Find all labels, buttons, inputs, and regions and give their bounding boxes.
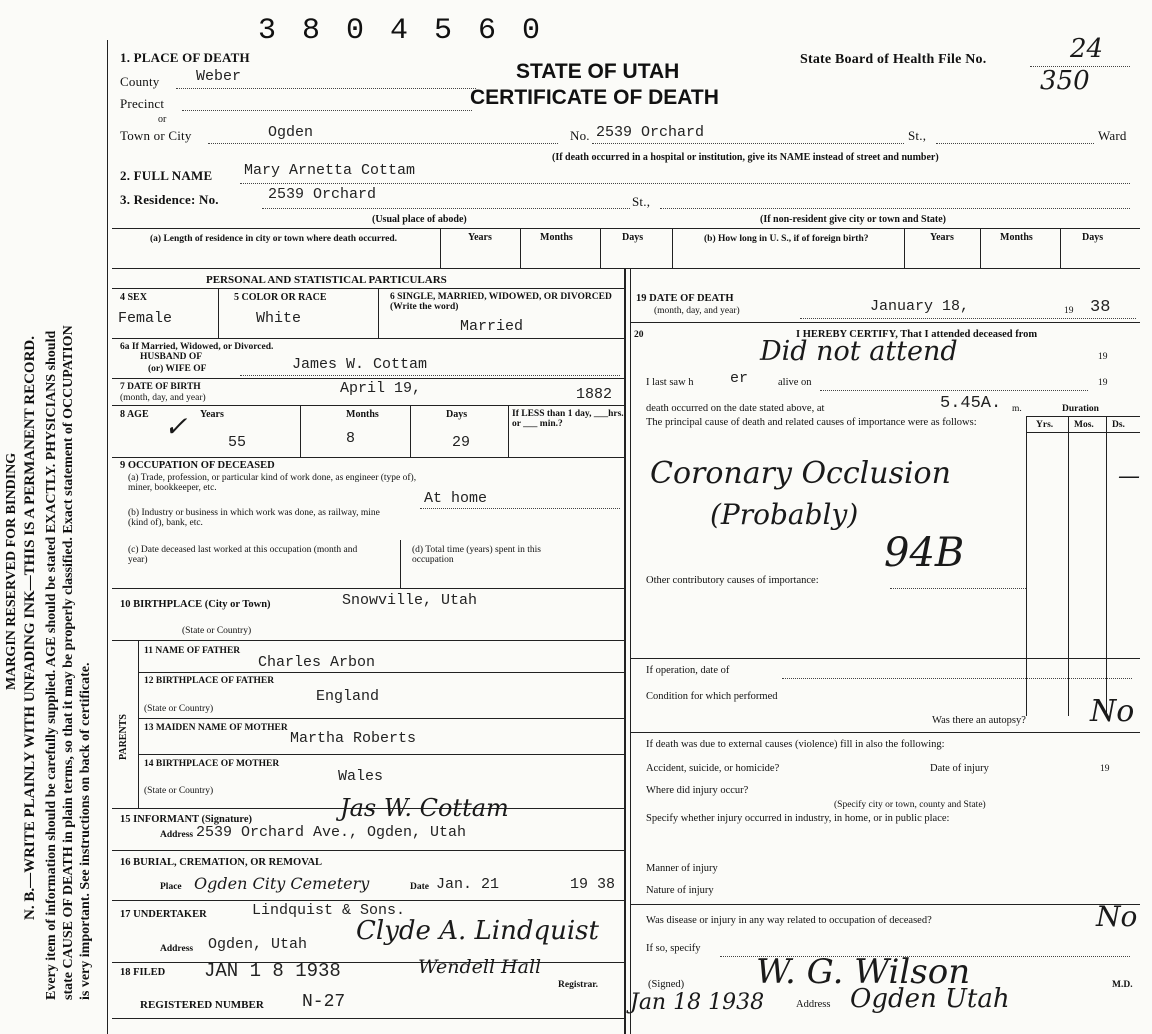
county-value: Weber (196, 68, 242, 85)
undertaker-value: Lindquist & Sons. (252, 902, 406, 919)
burial-place-value: Ogden City Cemetery (194, 874, 370, 893)
last-saw-pronoun: er (730, 370, 749, 387)
registrar-label: Registrar. (558, 980, 599, 990)
margin-instruction-3: is very important. See instructions on back of certificate. (78, 662, 93, 1000)
birthplace-state-label: (State or Country) (182, 626, 252, 636)
injury-date-label: Date of injury (930, 763, 989, 774)
date-of-death-value: January 18, (870, 298, 970, 315)
md-label: M.D. (1112, 980, 1133, 990)
where-injury-label: Where did injury occur? (646, 785, 749, 796)
state-heading: STATE OF UTAH (516, 60, 680, 83)
residence-length-label: (a) Length of residence in city or town where death occurred. (150, 234, 398, 244)
burial-year-value: 19 38 (570, 876, 616, 893)
certify-statement: I HEREBY CERTIFY, That I attended deceased from (796, 329, 1038, 340)
disease-related-answer: No (1096, 900, 1138, 933)
certify-year-prefix: 19 (1098, 352, 1108, 362)
spouse-label-3: (or) WIFE OF (148, 364, 207, 374)
street-no-label: No. (570, 128, 590, 143)
informant-signature: Jas W. Cottam (340, 794, 509, 822)
undertaker-signature: Clyde A. Lindquist (356, 916, 599, 946)
disease-related-label: Was disease or injury in any way related to occupation of deceased? (646, 915, 932, 926)
age-label: 8 AGE (120, 409, 149, 420)
mother-state-label: (State or Country) (144, 786, 214, 796)
certificate-title: CERTIFICATE OF DEATH (470, 86, 719, 109)
year-prefix: 19 (1064, 306, 1074, 316)
last-saw-label: I last saw h (646, 377, 694, 388)
undertaker-label: 17 UNDERTAKER (120, 909, 207, 920)
undertaker-address-value: Ogden, Utah (208, 936, 308, 953)
res-months-header: Months (540, 232, 573, 243)
mother-birthplace-value: Wales (338, 768, 384, 785)
burial-label: 16 BURIAL, CREMATION, OR REMOVAL (120, 857, 323, 868)
us-months-header: Months (1000, 232, 1033, 243)
autopsy-label: Was there an autopsy? (932, 715, 1026, 726)
ward-label: Ward (1098, 128, 1127, 143)
occupation-b-label: (b) Industry or business in which work was done, as railway, mine (kind of), bank, etc. (128, 508, 380, 528)
age-years-label: Years (200, 409, 224, 420)
physician-address-label: Address (796, 999, 831, 1010)
informant-address-label: Address (160, 830, 194, 840)
mother-birthplace-label: 14 BIRTHPLACE OF MOTHER (144, 759, 280, 769)
date-of-death-sublabel: (month, day, and year) (654, 306, 740, 316)
burial-place-label: Place (160, 882, 182, 892)
other-causes-label: Other contributory causes of importance: (646, 575, 819, 586)
margin-instruction-1: Every item of information should be carefully supplied. AGE should be stated EXACTLY. PHYSICIANS should (44, 330, 59, 1000)
undertaker-address-label: Address (160, 944, 194, 954)
precinct-label: Precinct (120, 96, 165, 111)
spouse-value: James W. Cottam (292, 356, 428, 373)
classification-code: 94B (884, 530, 965, 576)
res-years-header: Years (468, 232, 492, 243)
marital-label: 6 SINGLE, MARRIED, WIDOWED, OR DIVORCED (Write the word) (390, 292, 612, 312)
alive-on-label: alive on (778, 377, 812, 388)
age-years-value: 55 (228, 434, 247, 451)
birthplace-label: 10 BIRTHPLACE (City or Town) (120, 599, 271, 610)
margin-binding-note: MARGIN RESERVED FOR BINDING (4, 452, 19, 690)
duration-days: Ds. (1112, 420, 1125, 430)
place-of-death-label: 1. PLACE OF DEATH (120, 50, 250, 65)
personal-section-header: PERSONAL AND STATISTICAL PARTICULARS (206, 274, 447, 286)
alive-year-prefix: 19 (1098, 378, 1108, 388)
registered-number-label: REGISTERED NUMBER (140, 999, 264, 1011)
father-state-label: (State or Country) (144, 704, 214, 714)
full-name-value: Mary Arnetta Cottam (244, 162, 416, 179)
time-of-death: 5.45A. (940, 394, 1002, 413)
physician-address: Ogden Utah (850, 984, 1010, 1014)
dob-sublabel: (month, day, and year) (120, 393, 206, 403)
occupation-a-label: (a) Trade, profession, or particular kind of work done, as engineer (type of), miner, bookkeeper, etc. (128, 473, 417, 493)
race-value: White (256, 310, 302, 327)
sex-label: 4 SEX (120, 292, 147, 303)
duration-years: Yrs. (1036, 420, 1054, 430)
parents-label: PARENTS (118, 714, 129, 760)
mother-name-value: Martha Roberts (290, 730, 417, 747)
condition-label: Condition for which performed (646, 691, 778, 702)
duration-months: Mos. (1074, 420, 1094, 430)
marital-value: Married (460, 318, 524, 335)
margin-ink-note: N. B.—WRITE PLAINLY WITH UNFADING INK—THIS IS A PERMANENT RECORD. (22, 336, 38, 920)
father-name-value: Charles Arbon (258, 654, 376, 671)
certificate-number: 3 8 0 4 5 6 0 (258, 14, 545, 48)
residence-street-label: St., (632, 194, 651, 209)
operation-label: If operation, date of (646, 665, 730, 676)
res-days-header: Days (622, 232, 644, 243)
informant-label: 15 INFORMANT (Signature) (120, 814, 253, 825)
street-label: St., (908, 128, 927, 143)
filed-stamp: JAN 1 8 1938 (204, 960, 341, 982)
occupation-d-label: (d) Total time (years) spent in this occupation (412, 545, 541, 565)
physician-signature: W. G. Wilson (756, 952, 971, 992)
nature-label: Nature of injury (646, 885, 714, 896)
residence-value: 2539 Orchard (268, 186, 377, 203)
burial-date-value: Jan. 21 (436, 876, 500, 893)
accident-label: Accident, suicide, or homicide? (646, 763, 780, 774)
signature-date: Jan 18 1938 (630, 990, 765, 1015)
county-label: County (120, 74, 160, 89)
duration-label: Duration (1062, 404, 1099, 414)
usual-abode-note: (Usual place of abode) (372, 214, 467, 225)
margin-instruction-2: state CAUSE OF DEATH in plain terms, so that it may be properly classified. Exact statement of OCCUPATION (61, 325, 76, 1000)
meridiem-label: m. (1012, 404, 1022, 414)
occupation-c-label: (c) Date deceased last worked at this occupation (month and year) (128, 545, 358, 565)
father-birthplace-label: 12 BIRTHPLACE OF FATHER (144, 676, 275, 686)
if-so-label: If so, specify (646, 943, 701, 954)
injury-year-prefix: 19 (1100, 764, 1110, 774)
dob-value: April 19, (340, 380, 422, 397)
age-checkmark: ✓ (164, 410, 188, 443)
death-occurred-label: death occurred on the date stated above, at (646, 403, 825, 414)
birthplace-value: Snowville, Utah (342, 592, 478, 609)
street-no-value: 2539 Orchard (596, 124, 705, 141)
foreign-birth-label: (b) How long in U. S., if of foreign birth? (704, 234, 869, 244)
occupation-value: At home (424, 490, 488, 507)
us-days-header: Days (1082, 232, 1104, 243)
age-less-label: If LESS than 1 day, ___hrs. or ___ min.? (512, 409, 624, 429)
or-label: or (158, 114, 167, 125)
file-number: 24 (1070, 34, 1104, 64)
spouse-label-1: 6a If Married, Widowed, or Divorced. (120, 342, 274, 352)
age-months-value: 8 (346, 430, 356, 447)
date-of-death-year: 38 (1090, 298, 1111, 317)
nonresident-note: (If non-resident give city or town and State) (760, 214, 947, 225)
specify-city-note: (Specify city or town, county and State) (834, 800, 986, 810)
autopsy-answer: No (1090, 694, 1135, 729)
town-value: Ogden (268, 124, 314, 141)
margin-rule (107, 40, 108, 1034)
registrar-signature: Wendell Hall (418, 956, 542, 978)
filed-label: 18 FILED (120, 967, 166, 978)
manner-label: Manner of injury (646, 863, 718, 874)
burial-date-label: Date (410, 882, 429, 892)
hospital-note: (If death occurred in a hospital or institution, give its NAME instead of street and number) (552, 152, 939, 163)
dob-year: 1882 (576, 386, 613, 403)
dob-label: 7 DATE OF BIRTH (120, 382, 201, 392)
specify-where-label: Specify whether injury occurred in industry, in home, or in public place: (646, 813, 950, 824)
father-name-label: 11 NAME OF FATHER (144, 646, 241, 656)
race-label: 5 COLOR OR RACE (234, 292, 327, 303)
date-of-death-label: 19 DATE OF DEATH (636, 293, 734, 304)
spouse-label-2: HUSBAND OF (140, 352, 203, 362)
sex-value: Female (118, 310, 173, 327)
us-years-header: Years (930, 232, 954, 243)
file-number-label: State Board of Health File No. (800, 52, 987, 67)
duration-dash: — (1118, 464, 1140, 489)
principal-cause-label: The principal cause of death and related causes of importance were as follows: (646, 417, 977, 428)
signed-label: (Signed) (648, 979, 685, 990)
external-causes-label: If death was due to external causes (violence) fill in also the following: (646, 739, 945, 750)
certify-handwritten: Did not attend (760, 336, 958, 367)
cause-of-death: Coronary Occlusion (650, 456, 951, 491)
mother-name-label: 13 MAIDEN NAME OF MOTHER (144, 723, 288, 733)
informant-address-value: 2539 Orchard Ave., Ogden, Utah (196, 824, 467, 841)
certify-number: 20 (634, 330, 644, 340)
occupation-label: 9 OCCUPATION OF DECEASED (120, 460, 275, 471)
age-months-label: Months (346, 409, 379, 420)
file-number-secondary: 350 (1040, 66, 1090, 96)
age-days-label: Days (446, 409, 468, 420)
father-birthplace-value: England (316, 688, 380, 705)
binding-margin (0, 0, 100, 1034)
full-name-label: 2. FULL NAME (120, 168, 213, 183)
cause-qualifier: (Probably) (710, 498, 859, 531)
residence-label: 3. Residence: No. (120, 192, 219, 207)
registered-number-value: N-27 (302, 992, 346, 1012)
town-label: Town or City (120, 128, 192, 143)
age-days-value: 29 (452, 434, 471, 451)
